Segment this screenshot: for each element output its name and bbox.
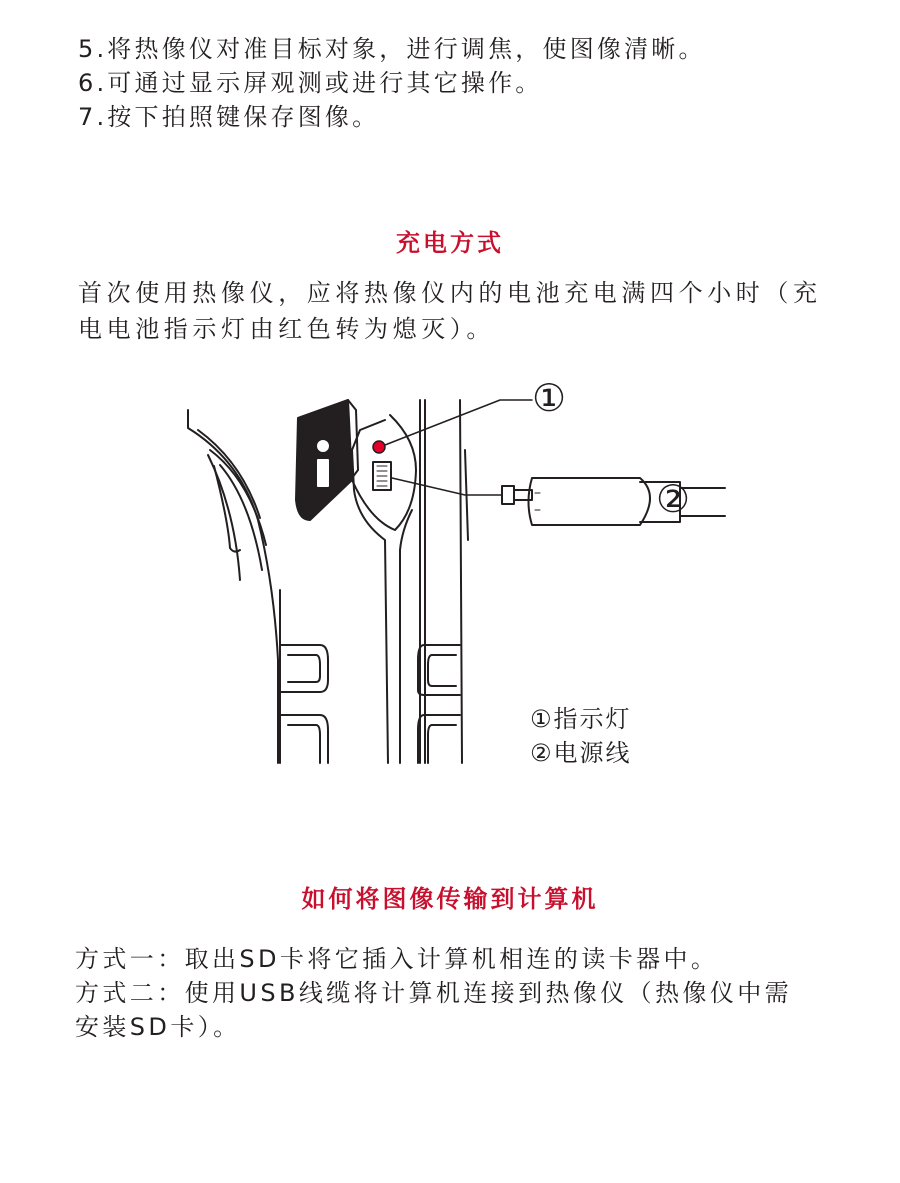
charging-port-illustration	[180, 370, 730, 770]
device-body-right-edge	[460, 400, 462, 763]
legend-indicator-light: ①指示灯	[530, 705, 632, 733]
plug-body	[529, 478, 651, 525]
transfer-method-1: 方式一：取出SD卡将它插入计算机相连的读卡器中。	[75, 945, 719, 973]
transfer-method-2-cont: 安装SD卡）。	[75, 1013, 241, 1041]
step-6-text: 6.可通过显示屏观测或进行其它操作。	[78, 69, 543, 97]
transfer-method-2: 方式二：使用USB线缆将计算机连接到热像仪（热像仪中需	[75, 979, 793, 1007]
charging-paragraph-line-2: 电电池指示灯由红色转为熄灭）。	[78, 315, 495, 343]
step-7-text: 7.按下拍照键保存图像。	[78, 103, 380, 131]
callout-1: ①	[532, 376, 567, 420]
plug-tip	[502, 486, 514, 504]
transfer-heading: 如何将图像传输到计算机	[301, 885, 599, 913]
indicator-light	[373, 441, 385, 453]
charging-heading: 充电方式	[396, 229, 504, 257]
cover-slot	[318, 460, 328, 486]
charging-paragraph-line-1: 首次使用热像仪，应将热像仪内的电池充电满四个小时（充	[78, 279, 822, 307]
leader-line-port	[392, 478, 502, 495]
callout-2: ②	[656, 477, 691, 521]
legend-power-cable: ②电源线	[530, 739, 632, 767]
step-5-text: 5.将热像仪对准目标对象，进行调焦，使图像清晰。	[78, 35, 706, 63]
cover-dot	[318, 441, 328, 451]
